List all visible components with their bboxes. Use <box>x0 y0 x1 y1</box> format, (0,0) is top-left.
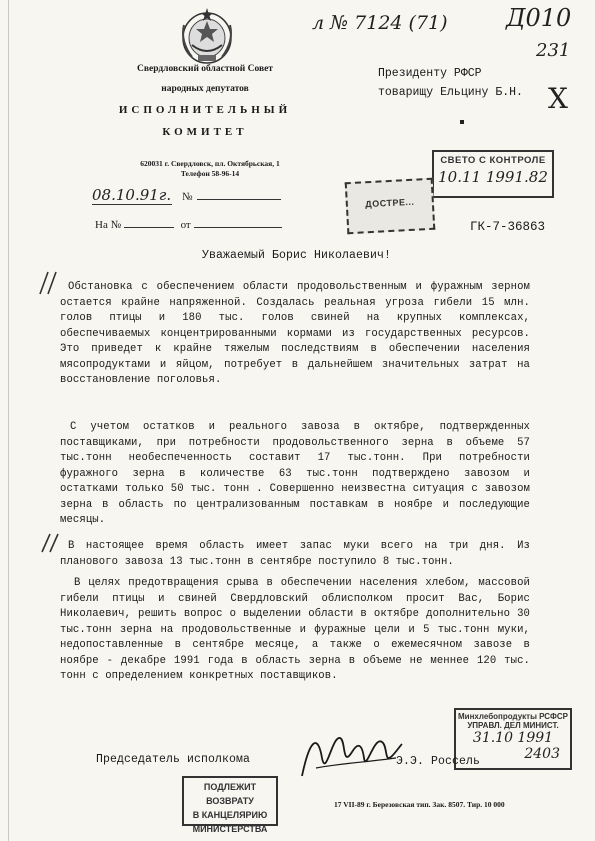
secret-stamp <box>345 178 436 235</box>
paragraph-4: В целях предотвращения срыва в обеспечении населения хлебом, массовой гибели птицы и свиней Свердловский облисполком просит Вас, Борис Николаевич, решить вопрос о выделении области в октябре дополнительно 30 тыс.тонн зерна на продовольственные и фуражные цели и 5 тыс.тонн муки, недопоставленные в сентябре месяце, а также о ежемесячном завозе в ноябре - декабре 1991 года в область зерна в объеме не меннее 120 тыс. тонн с определением конкретных поставщиков. <box>60 577 530 682</box>
org-name-line4: КОМИТЕТ <box>162 126 248 138</box>
secret-stamp-text: ДОСТРЕ... <box>365 196 415 210</box>
signature-image <box>296 728 406 782</box>
printing-info: 17 VII-89 г. Березовская тип. Зак. 8507. Тир. 10 000 <box>334 800 505 809</box>
outgoing-number-row <box>92 186 302 206</box>
reference-label: На № <box>95 219 122 231</box>
chancellery-stamp <box>182 776 278 834</box>
number-label: № <box>182 191 193 203</box>
handwritten-date: 08.10.91г. <box>92 186 172 204</box>
paragraph-mark-icon <box>36 270 62 296</box>
ministry-stamp-subtitle: УПРАВЛ. ДЕЛ МИНИСТ. <box>467 721 559 730</box>
control-stamp-title: СВЕТО С КОНТРОЛЕ <box>440 155 546 166</box>
reference-row <box>95 217 315 233</box>
signer-name: Э.Э. Россель <box>396 755 481 768</box>
control-stamp-date: 10.11 1991.82 <box>438 168 548 186</box>
chancellery-line1: ПОДЛЕЖИТ ВОЗВРАТУ <box>203 782 257 806</box>
recipient-line1: Президенту РФСР <box>378 67 482 80</box>
handwritten-cross-mark: X <box>548 82 568 115</box>
signature-label: Председатель исполкома <box>96 753 251 766</box>
paragraph-mark-icon <box>38 532 64 554</box>
ministry-stamp-number: 2403 <box>524 746 560 762</box>
org-name-line3: ИСПОЛНИТЕЛЬНЫЙ <box>118 104 292 116</box>
reference-code: ГК-7-36863 <box>470 220 546 234</box>
handwritten-code: Д010 <box>506 4 572 32</box>
ink-dot <box>460 120 464 124</box>
rsfsr-emblem-icon <box>172 5 242 67</box>
control-stamp <box>432 150 554 198</box>
reference-from-blank <box>194 217 282 228</box>
reference-from-label: от <box>180 219 191 231</box>
reference-blank <box>124 217 174 228</box>
org-phone: Телефон 58-96-14 <box>180 169 240 178</box>
paragraph-3: В настоящее время область имеет запас муки всего на три дня. Из планового завоза 13 тыс.тонн в сентябре поступило 8 тыс.тонн. <box>60 540 530 568</box>
recipient-line2: товарищу Ельцину Б.Н. <box>378 86 523 99</box>
handwritten-registry-number: л № 7124 (71) <box>312 12 448 34</box>
org-name-line2: народных депутатов <box>161 84 249 94</box>
chancellery-line3: МИНИСТЕРСТВА <box>192 824 268 834</box>
org-address: 620031 г. Свердловск, пл. Октябрьская, 1 <box>140 159 280 168</box>
paragraph-2: С учетом остатков и реального завоза в октябре, подтвержденных поставщиками, при потребности продовольственного зерна в объеме 57 тыс.тонн необеспеченность составит 17 тыс.тонн. При потребности фуражного зерна в количестве 63 тыс.тонн подтверждено завозом и остатками только 50 тыс. тонн . Совершенно неизвестна ситуация с завозом зерна в область по централизованным поставкам в ноябре и последующие месяцы. <box>60 421 530 526</box>
page-edge <box>8 0 9 841</box>
ministry-stamp-title: Минхлебопродукты РСФСР <box>458 712 568 721</box>
number-blank <box>197 187 281 200</box>
paragraph-1: Обстановка с обеспечением области продовольственным и фуражным зерном остается крайне напряженной. Создалась реальная угроза гибели 15 млн. голов птицы и 180 тыс. голов свиней на крупных комплексах, обеспечиваемых концентрированными кормами из государственных ресурсов. Это приведет к крайне тяжелым последствиям в обеспечении населения мясопродуктами и яйцом, потребует в дальнейшем значительных затрат на восстановление поголовья. <box>60 281 530 386</box>
org-name-line1: Свердловский областной Совет <box>137 64 273 74</box>
ministry-stamp-date: 31.10 1991 <box>472 730 554 746</box>
chancellery-line2: В КАНЦЕЛЯРИЮ <box>192 810 268 820</box>
salutation: Уважаемый Борис Николаевич! <box>202 249 392 262</box>
handwritten-number: 231 <box>536 40 571 61</box>
